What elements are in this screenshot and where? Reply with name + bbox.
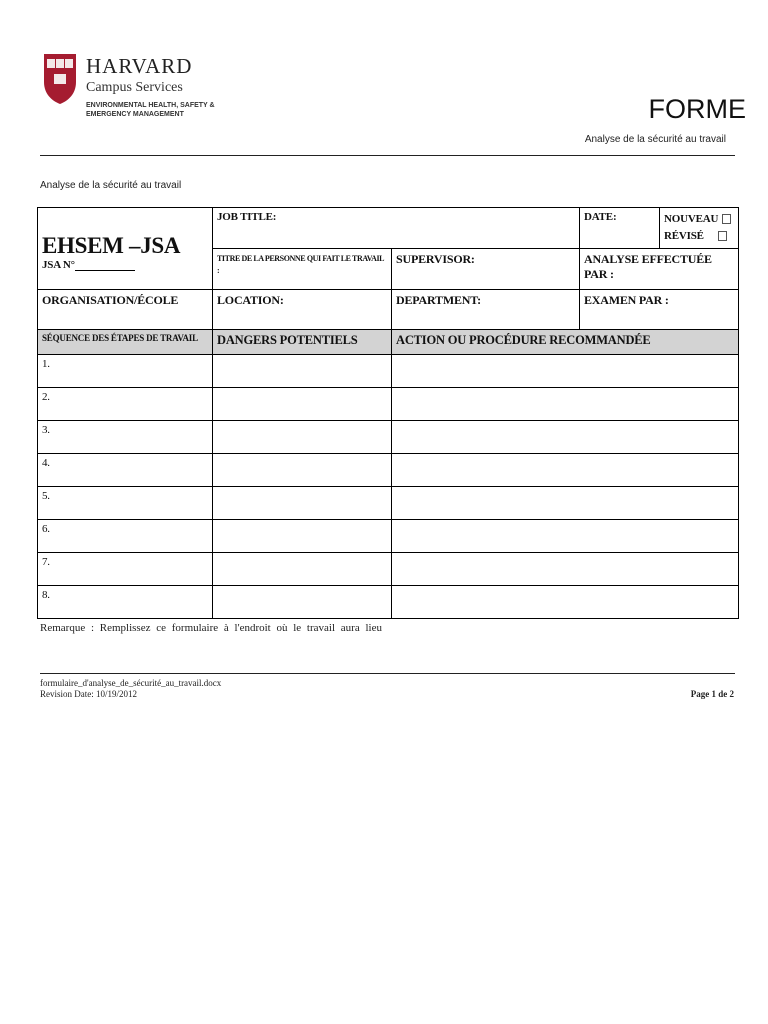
footer-filename: formulaire_d'analyse_de_sécurité_au_travail.docx — [40, 678, 222, 688]
table-row — [38, 421, 739, 454]
danger-cell[interactable] — [213, 454, 392, 487]
action-cell[interactable] — [392, 553, 739, 586]
form-name: Analyse de la sécurité au travail — [40, 180, 182, 191]
table-row — [38, 454, 739, 487]
danger-cell[interactable] — [213, 586, 392, 619]
step-cell[interactable]: 2. — [38, 388, 213, 421]
table-row — [38, 553, 739, 586]
harvard-shield-icon — [42, 52, 78, 106]
location-field[interactable]: LOCATION: — [213, 290, 392, 330]
step-cell[interactable]: 4. — [38, 454, 213, 487]
campus-services-label: Campus Services — [86, 80, 183, 95]
step-cell[interactable]: 1. — [38, 355, 213, 388]
footer-revision-date: Revision Date: 10/19/2012 — [40, 689, 137, 699]
danger-cell[interactable] — [213, 520, 392, 553]
table-row — [38, 520, 739, 553]
examen-par-field[interactable]: EXAMEN PAR : — [580, 290, 739, 330]
ehsem-jsa-cell — [38, 208, 213, 290]
action-cell[interactable] — [392, 355, 739, 388]
form-label: FORME — [648, 94, 746, 124]
nouveau-checkbox[interactable] — [722, 214, 731, 224]
step-cell[interactable]: 7. — [38, 553, 213, 586]
action-cell[interactable] — [392, 421, 739, 454]
danger-cell[interactable] — [213, 388, 392, 421]
jsa-table — [37, 207, 739, 619]
form-title: EHSEM –JSA — [42, 233, 181, 258]
action-cell[interactable] — [392, 487, 739, 520]
nouveau-label: NOUVEAU — [664, 213, 719, 225]
remark-note: Remarque : Remplissez ce formulaire à l'endroit où le travail aura lieu — [40, 622, 382, 634]
department-field[interactable]: DEPARTMENT: — [392, 290, 580, 330]
step-cell[interactable]: 8. — [38, 586, 213, 619]
footer-page-number: Page 1 de 2 — [690, 689, 734, 699]
harvard-wordmark: HARVARD — [86, 54, 193, 78]
action-cell[interactable] — [392, 586, 739, 619]
organisation-field[interactable]: ORGANISATION/ÉCOLE — [38, 290, 213, 330]
table-row — [38, 487, 739, 520]
danger-cell[interactable] — [213, 553, 392, 586]
step-cell[interactable]: 5. — [38, 487, 213, 520]
supervisor-field[interactable]: SUPERVISOR: — [392, 249, 580, 290]
step-cell[interactable]: 3. — [38, 421, 213, 454]
division-label: ENVIRONMENTAL HEALTH, SAFETY & EMERGENCY MANAGEMENT — [86, 102, 215, 118]
action-cell[interactable] — [392, 520, 739, 553]
col-dangers-header: DANGERS POTENTIELS — [213, 330, 392, 355]
col-steps-header: SÉQUENCE DES ÉTAPES DE TRAVAIL — [38, 330, 213, 355]
titre-personne-field[interactable]: TITRE DE LA PERSONNE QUI FAIT LE TRAVAIL : — [213, 249, 392, 290]
jsa-number-label: JSA N° — [42, 259, 75, 271]
jsa-number-field[interactable] — [75, 260, 135, 271]
col-actions-header: ACTION OU PROCÉDURE RECOMMANDÉE — [392, 330, 739, 355]
revise-checkbox[interactable] — [718, 231, 727, 241]
danger-cell[interactable] — [213, 421, 392, 454]
danger-cell[interactable] — [213, 487, 392, 520]
analyse-par-field[interactable]: ANALYSE EFFECTUÉE PAR : — [580, 249, 739, 290]
footer-divider — [40, 673, 735, 674]
step-cell[interactable]: 6. — [38, 520, 213, 553]
action-cell[interactable] — [392, 454, 739, 487]
form-subtitle: Analyse de la sécurité au travail — [584, 134, 726, 145]
date-field[interactable]: DATE: — [580, 208, 660, 249]
danger-cell[interactable] — [213, 355, 392, 388]
harvard-logo — [40, 50, 216, 126]
status-cell — [660, 208, 739, 249]
job-title-field[interactable]: JOB TITLE: — [213, 208, 580, 249]
action-cell[interactable] — [392, 388, 739, 421]
header-divider — [40, 155, 735, 156]
revise-label: RÉVISÉ — [664, 230, 704, 242]
table-row — [38, 586, 739, 619]
table-row — [38, 355, 739, 388]
table-row — [38, 388, 739, 421]
